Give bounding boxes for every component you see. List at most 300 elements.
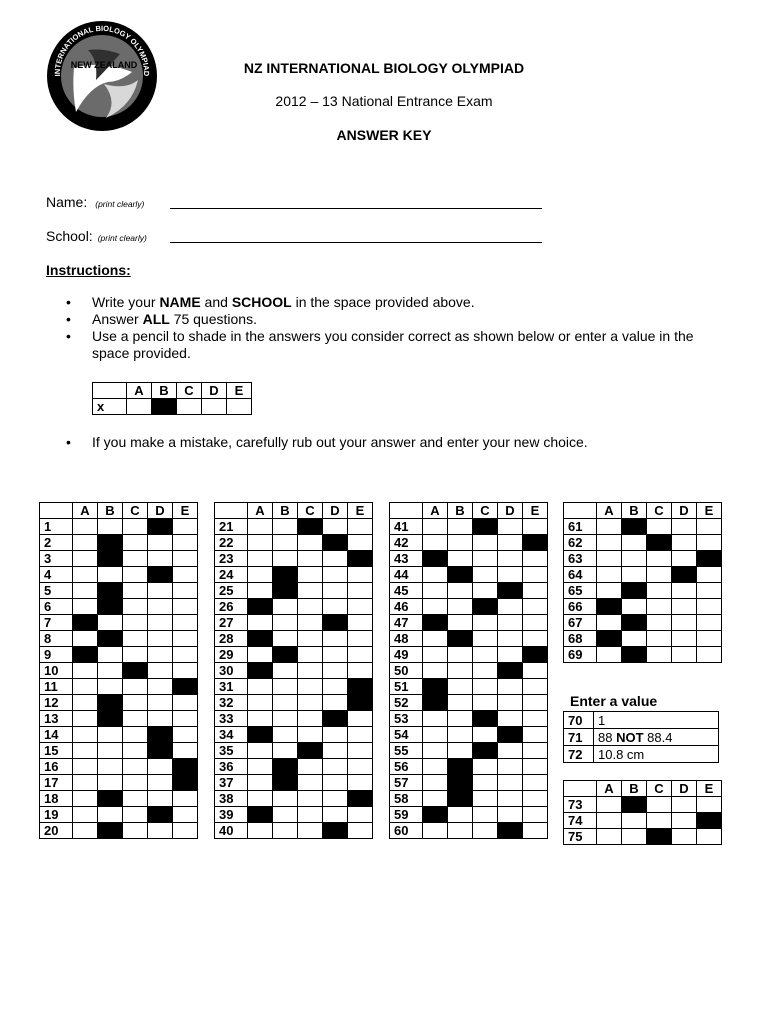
answer-bubble-b[interactable] — [448, 759, 473, 775]
answer-bubble-a[interactable] — [423, 823, 448, 839]
answer-bubble-d[interactable] — [148, 679, 173, 695]
answer-bubble-c[interactable] — [123, 599, 148, 615]
answer-bubble-d[interactable] — [148, 519, 173, 535]
answer-bubble-e[interactable] — [348, 727, 373, 743]
answer-bubble-d[interactable] — [323, 807, 348, 823]
answer-bubble-d[interactable] — [672, 599, 697, 615]
answer-bubble-d[interactable] — [498, 823, 523, 839]
answer-bubble-c[interactable] — [298, 759, 323, 775]
answer-bubble-d[interactable] — [323, 663, 348, 679]
answer-bubble-e[interactable] — [173, 759, 198, 775]
answer-bubble-a[interactable] — [423, 711, 448, 727]
answer-bubble-c[interactable] — [123, 791, 148, 807]
answer-bubble-a[interactable] — [423, 567, 448, 583]
answer-bubble-e[interactable] — [523, 807, 548, 823]
answer-bubble-d[interactable] — [323, 727, 348, 743]
answer-bubble-e[interactable] — [348, 695, 373, 711]
answer-bubble-b[interactable] — [448, 743, 473, 759]
answer-bubble-a[interactable] — [248, 807, 273, 823]
answer-bubble-b[interactable] — [98, 711, 123, 727]
answer-bubble-c[interactable] — [473, 775, 498, 791]
answer-bubble-c[interactable] — [473, 567, 498, 583]
answer-bubble-e[interactable] — [348, 823, 373, 839]
answer-bubble-c[interactable] — [298, 711, 323, 727]
answer-bubble-d[interactable] — [323, 759, 348, 775]
answer-bubble-b[interactable] — [448, 823, 473, 839]
answer-bubble-b[interactable] — [448, 551, 473, 567]
answer-bubble-c[interactable] — [298, 535, 323, 551]
answer-bubble-c[interactable] — [473, 519, 498, 535]
answer-bubble-d[interactable] — [148, 711, 173, 727]
answer-bubble-e[interactable] — [697, 535, 722, 551]
answer-bubble-b[interactable] — [98, 743, 123, 759]
answer-bubble-e[interactable] — [697, 567, 722, 583]
answer-bubble-c[interactable] — [473, 599, 498, 615]
answer-bubble-e[interactable] — [697, 647, 722, 663]
answer-bubble-b[interactable] — [98, 775, 123, 791]
answer-bubble-e[interactable] — [523, 599, 548, 615]
answer-bubble-a[interactable] — [597, 615, 622, 631]
answer-bubble-e[interactable] — [523, 743, 548, 759]
answer-bubble-d[interactable] — [148, 807, 173, 823]
answer-bubble-c[interactable] — [123, 695, 148, 711]
answer-bubble-a[interactable] — [423, 583, 448, 599]
answer-bubble-b[interactable] — [448, 535, 473, 551]
answer-bubble-b[interactable] — [273, 679, 298, 695]
answer-bubble-c[interactable] — [647, 519, 672, 535]
answer-bubble-d[interactable] — [498, 519, 523, 535]
answer-bubble-a[interactable] — [248, 775, 273, 791]
answer-bubble-a[interactable] — [73, 663, 98, 679]
answer-bubble-b[interactable] — [448, 519, 473, 535]
answer-bubble-c[interactable] — [647, 535, 672, 551]
answer-bubble-c[interactable] — [123, 551, 148, 567]
answer-bubble-a[interactable] — [248, 743, 273, 759]
answer-bubble-a[interactable] — [597, 551, 622, 567]
answer-bubble-e[interactable] — [348, 615, 373, 631]
answer-bubble-d[interactable] — [672, 813, 697, 829]
answer-bubble-b[interactable] — [622, 631, 647, 647]
answer-bubble-b[interactable] — [273, 695, 298, 711]
answer-bubble-d[interactable] — [498, 727, 523, 743]
answer-bubble-b[interactable] — [622, 535, 647, 551]
answer-bubble-b[interactable] — [98, 535, 123, 551]
answer-bubble-c[interactable] — [298, 807, 323, 823]
answer-bubble-a[interactable] — [597, 797, 622, 813]
answer-bubble-c[interactable] — [298, 743, 323, 759]
answer-bubble-a[interactable] — [73, 695, 98, 711]
answer-bubble-c[interactable] — [647, 551, 672, 567]
answer-bubble-a[interactable] — [73, 759, 98, 775]
answer-bubble-b[interactable] — [273, 519, 298, 535]
answer-bubble-b[interactable] — [448, 695, 473, 711]
answer-bubble-d[interactable] — [672, 647, 697, 663]
answer-bubble-b[interactable] — [273, 615, 298, 631]
answer-bubble-d[interactable] — [323, 823, 348, 839]
answer-bubble-c[interactable] — [123, 615, 148, 631]
answer-bubble-e[interactable] — [348, 791, 373, 807]
answer-bubble-d[interactable] — [498, 711, 523, 727]
answer-bubble-d[interactable] — [148, 743, 173, 759]
answer-bubble-d[interactable] — [323, 519, 348, 535]
answer-bubble-d[interactable] — [323, 615, 348, 631]
answer-bubble-c[interactable] — [473, 551, 498, 567]
answer-bubble-c[interactable] — [298, 727, 323, 743]
answer-bubble-e[interactable] — [348, 519, 373, 535]
answer-bubble-d[interactable] — [148, 695, 173, 711]
answer-bubble-c[interactable] — [473, 743, 498, 759]
answer-bubble-e[interactable] — [348, 631, 373, 647]
answer-bubble-d[interactable] — [498, 647, 523, 663]
answer-bubble-b[interactable] — [273, 807, 298, 823]
answer-bubble-a[interactable] — [423, 759, 448, 775]
answer-bubble-e[interactable] — [173, 583, 198, 599]
answer-bubble-d[interactable] — [323, 679, 348, 695]
answer-bubble-a[interactable] — [73, 567, 98, 583]
answer-bubble-a[interactable] — [597, 583, 622, 599]
answer-bubble-d[interactable] — [148, 551, 173, 567]
answer-bubble-a[interactable] — [248, 823, 273, 839]
answer-bubble-e[interactable] — [173, 807, 198, 823]
answer-bubble-e[interactable] — [173, 599, 198, 615]
answer-bubble-a[interactable] — [248, 567, 273, 583]
answer-bubble-c[interactable] — [123, 807, 148, 823]
answer-bubble-b[interactable] — [98, 791, 123, 807]
answer-bubble-e[interactable] — [523, 759, 548, 775]
answer-bubble-c[interactable] — [473, 807, 498, 823]
answer-bubble-b[interactable] — [448, 631, 473, 647]
answer-bubble-a[interactable] — [248, 631, 273, 647]
answer-bubble-d[interactable] — [498, 759, 523, 775]
answer-bubble-e[interactable] — [173, 631, 198, 647]
answer-bubble-c[interactable] — [298, 823, 323, 839]
answer-bubble-a[interactable] — [248, 599, 273, 615]
answer-bubble-c[interactable] — [647, 829, 672, 845]
answer-bubble-d[interactable] — [672, 551, 697, 567]
answer-bubble-b[interactable] — [448, 647, 473, 663]
answer-bubble-d[interactable] — [672, 829, 697, 845]
answer-bubble-d[interactable] — [148, 583, 173, 599]
answer-bubble-a[interactable] — [73, 727, 98, 743]
answer-bubble-d[interactable] — [672, 535, 697, 551]
answer-bubble-e[interactable] — [348, 647, 373, 663]
answer-bubble-a[interactable] — [73, 535, 98, 551]
answer-bubble-b[interactable] — [98, 759, 123, 775]
answer-bubble-a[interactable] — [248, 727, 273, 743]
answer-bubble-b[interactable] — [448, 615, 473, 631]
answer-bubble-b[interactable] — [273, 551, 298, 567]
answer-bubble-e[interactable] — [697, 813, 722, 829]
answer-bubble-a[interactable] — [423, 679, 448, 695]
answer-bubble-a[interactable] — [248, 791, 273, 807]
answer-bubble-d[interactable] — [323, 551, 348, 567]
answer-bubble-c[interactable] — [123, 583, 148, 599]
answer-bubble-a[interactable] — [248, 711, 273, 727]
answer-bubble-d[interactable] — [498, 535, 523, 551]
answer-bubble-e[interactable] — [523, 711, 548, 727]
answer-bubble-e[interactable] — [523, 663, 548, 679]
answer-bubble-a[interactable] — [73, 599, 98, 615]
answer-bubble-b[interactable] — [273, 567, 298, 583]
answer-bubble-a[interactable] — [423, 807, 448, 823]
answer-bubble-e[interactable] — [697, 615, 722, 631]
answer-bubble-a[interactable] — [248, 647, 273, 663]
answer-bubble-b[interactable] — [273, 663, 298, 679]
answer-bubble-d[interactable] — [148, 663, 173, 679]
answer-bubble-a[interactable] — [423, 663, 448, 679]
answer-bubble-b[interactable] — [622, 797, 647, 813]
answer-bubble-e[interactable] — [523, 551, 548, 567]
answer-bubble-d[interactable] — [498, 679, 523, 695]
answer-bubble-d[interactable] — [148, 823, 173, 839]
answer-bubble-b[interactable] — [448, 711, 473, 727]
answer-bubble-b[interactable] — [622, 599, 647, 615]
answer-bubble-a[interactable] — [73, 519, 98, 535]
answer-bubble-c[interactable] — [123, 663, 148, 679]
answer-bubble-a[interactable] — [597, 829, 622, 845]
answer-bubble-d[interactable] — [323, 711, 348, 727]
answer-bubble-a[interactable] — [248, 695, 273, 711]
answer-bubble-b[interactable] — [98, 583, 123, 599]
answer-bubble-d[interactable] — [323, 583, 348, 599]
answer-bubble-c[interactable] — [473, 727, 498, 743]
answer-bubble-a[interactable] — [248, 519, 273, 535]
answer-bubble-e[interactable] — [173, 679, 198, 695]
answer-bubble-b[interactable] — [622, 813, 647, 829]
answer-bubble-e[interactable] — [348, 743, 373, 759]
answer-bubble-d[interactable] — [148, 599, 173, 615]
name-field[interactable] — [46, 194, 144, 210]
answer-bubble-e[interactable] — [523, 791, 548, 807]
answer-bubble-e[interactable] — [523, 647, 548, 663]
answer-bubble-b[interactable] — [273, 583, 298, 599]
answer-bubble-e[interactable] — [173, 823, 198, 839]
answer-bubble-d[interactable] — [498, 615, 523, 631]
answer-bubble-c[interactable] — [473, 695, 498, 711]
answer-bubble-e[interactable] — [173, 743, 198, 759]
answer-bubble-c[interactable] — [647, 631, 672, 647]
answer-bubble-c[interactable] — [298, 663, 323, 679]
answer-bubble-c[interactable] — [647, 599, 672, 615]
answer-bubble-d[interactable] — [148, 535, 173, 551]
answer-bubble-b[interactable] — [273, 599, 298, 615]
answer-bubble-d[interactable] — [323, 647, 348, 663]
answer-bubble-a[interactable] — [423, 615, 448, 631]
answer-bubble-c[interactable] — [647, 567, 672, 583]
answer-bubble-e[interactable] — [523, 631, 548, 647]
answer-bubble-e[interactable] — [173, 519, 198, 535]
answer-bubble-a[interactable] — [423, 727, 448, 743]
answer-bubble-a[interactable] — [248, 551, 273, 567]
answer-bubble-e[interactable] — [523, 695, 548, 711]
answer-bubble-b[interactable] — [448, 727, 473, 743]
answer-bubble-e[interactable] — [173, 791, 198, 807]
answer-bubble-c[interactable] — [298, 519, 323, 535]
answer-bubble-b[interactable] — [622, 647, 647, 663]
answer-bubble-c[interactable] — [298, 647, 323, 663]
answer-bubble-a[interactable] — [73, 823, 98, 839]
answer-bubble-b[interactable] — [273, 631, 298, 647]
answer-bubble-d[interactable] — [148, 647, 173, 663]
answer-bubble-a[interactable] — [597, 599, 622, 615]
answer-bubble-c[interactable] — [298, 631, 323, 647]
answer-bubble-b[interactable] — [98, 519, 123, 535]
answer-bubble-c[interactable] — [123, 711, 148, 727]
name-line[interactable] — [170, 208, 542, 209]
answer-bubble-b[interactable] — [448, 663, 473, 679]
answer-bubble-c[interactable] — [473, 823, 498, 839]
answer-bubble-e[interactable] — [697, 829, 722, 845]
answer-bubble-b[interactable] — [98, 727, 123, 743]
answer-bubble-e[interactable] — [348, 599, 373, 615]
answer-bubble-e[interactable] — [348, 535, 373, 551]
answer-bubble-a[interactable] — [423, 519, 448, 535]
answer-bubble-d[interactable] — [672, 797, 697, 813]
answer-bubble-a[interactable] — [423, 631, 448, 647]
answer-bubble-c[interactable] — [123, 823, 148, 839]
answer-bubble-d[interactable] — [672, 583, 697, 599]
answer-bubble-d[interactable] — [498, 807, 523, 823]
school-line[interactable] — [170, 242, 542, 243]
answer-bubble-d[interactable] — [323, 599, 348, 615]
answer-bubble-a[interactable] — [73, 791, 98, 807]
answer-bubble-a[interactable] — [423, 599, 448, 615]
answer-bubble-a[interactable] — [423, 775, 448, 791]
answer-bubble-d[interactable] — [498, 631, 523, 647]
answer-bubble-c[interactable] — [473, 647, 498, 663]
answer-bubble-e[interactable] — [697, 519, 722, 535]
answer-bubble-e[interactable] — [697, 631, 722, 647]
answer-bubble-e[interactable] — [523, 775, 548, 791]
answer-bubble-a[interactable] — [73, 711, 98, 727]
answer-bubble-d[interactable] — [672, 631, 697, 647]
answer-bubble-e[interactable] — [523, 823, 548, 839]
answer-bubble-c[interactable] — [473, 711, 498, 727]
answer-bubble-a[interactable] — [248, 679, 273, 695]
answer-bubble-a[interactable] — [597, 519, 622, 535]
answer-bubble-a[interactable] — [248, 759, 273, 775]
answer-bubble-e[interactable] — [348, 759, 373, 775]
answer-bubble-d[interactable] — [148, 759, 173, 775]
answer-bubble-c[interactable] — [647, 583, 672, 599]
answer-bubble-c[interactable] — [647, 813, 672, 829]
answer-bubble-e[interactable] — [697, 599, 722, 615]
answer-bubble-b[interactable] — [448, 567, 473, 583]
answer-bubble-c[interactable] — [647, 647, 672, 663]
answer-bubble-e[interactable] — [348, 663, 373, 679]
answer-bubble-c[interactable] — [298, 551, 323, 567]
answer-bubble-b[interactable] — [273, 743, 298, 759]
answer-bubble-b[interactable] — [448, 807, 473, 823]
answer-bubble-a[interactable] — [73, 615, 98, 631]
answer-bubble-b[interactable] — [448, 583, 473, 599]
answer-bubble-c[interactable] — [298, 695, 323, 711]
answer-bubble-d[interactable] — [498, 551, 523, 567]
answer-bubble-a[interactable] — [248, 663, 273, 679]
answer-bubble-a[interactable] — [248, 615, 273, 631]
answer-bubble-e[interactable] — [173, 551, 198, 567]
answer-bubble-a[interactable] — [73, 807, 98, 823]
answer-bubble-a[interactable] — [73, 743, 98, 759]
answer-bubble-e[interactable] — [523, 519, 548, 535]
answer-bubble-e[interactable] — [523, 583, 548, 599]
answer-bubble-b[interactable] — [98, 679, 123, 695]
answer-bubble-a[interactable] — [73, 631, 98, 647]
answer-bubble-c[interactable] — [298, 615, 323, 631]
answer-bubble-e[interactable] — [348, 775, 373, 791]
answer-bubble-d[interactable] — [498, 567, 523, 583]
answer-bubble-c[interactable] — [473, 759, 498, 775]
school-field[interactable] — [46, 228, 147, 244]
answer-bubble-d[interactable] — [498, 775, 523, 791]
answer-bubble-b[interactable] — [98, 807, 123, 823]
answer-bubble-c[interactable] — [473, 679, 498, 695]
answer-bubble-d[interactable] — [498, 599, 523, 615]
answer-bubble-b[interactable] — [622, 567, 647, 583]
answer-bubble-b[interactable] — [273, 759, 298, 775]
answer-bubble-c[interactable] — [123, 743, 148, 759]
answer-bubble-b[interactable] — [98, 631, 123, 647]
answer-bubble-b[interactable] — [98, 599, 123, 615]
answer-bubble-a[interactable] — [73, 647, 98, 663]
answer-bubble-c[interactable] — [123, 519, 148, 535]
answer-bubble-b[interactable] — [448, 679, 473, 695]
answer-bubble-b[interactable] — [273, 711, 298, 727]
answer-bubble-d[interactable] — [323, 775, 348, 791]
answer-bubble-c[interactable] — [473, 535, 498, 551]
answer-bubble-e[interactable] — [348, 551, 373, 567]
answer-bubble-d[interactable] — [498, 695, 523, 711]
answer-bubble-c[interactable] — [123, 535, 148, 551]
answer-bubble-a[interactable] — [423, 743, 448, 759]
answer-bubble-b[interactable] — [622, 551, 647, 567]
answer-bubble-e[interactable] — [348, 679, 373, 695]
answer-bubble-d[interactable] — [148, 775, 173, 791]
answer-bubble-d[interactable] — [323, 695, 348, 711]
answer-bubble-a[interactable] — [248, 583, 273, 599]
answer-bubble-b[interactable] — [273, 647, 298, 663]
answer-bubble-c[interactable] — [473, 583, 498, 599]
answer-bubble-d[interactable] — [498, 791, 523, 807]
answer-bubble-b[interactable] — [98, 615, 123, 631]
answer-bubble-e[interactable] — [348, 807, 373, 823]
answer-bubble-e[interactable] — [348, 567, 373, 583]
answer-bubble-c[interactable] — [298, 679, 323, 695]
answer-bubble-c[interactable] — [123, 727, 148, 743]
answer-bubble-a[interactable] — [597, 813, 622, 829]
answer-bubble-d[interactable] — [148, 727, 173, 743]
answer-bubble-c[interactable] — [123, 631, 148, 647]
answer-bubble-b[interactable] — [98, 551, 123, 567]
answer-bubble-c[interactable] — [123, 647, 148, 663]
answer-bubble-e[interactable] — [523, 679, 548, 695]
answer-bubble-d[interactable] — [498, 583, 523, 599]
answer-bubble-c[interactable] — [647, 797, 672, 813]
answer-bubble-c[interactable] — [298, 567, 323, 583]
answer-bubble-b[interactable] — [622, 583, 647, 599]
answer-bubble-b[interactable] — [273, 727, 298, 743]
answer-bubble-e[interactable] — [173, 647, 198, 663]
answer-bubble-e[interactable] — [348, 583, 373, 599]
answer-bubble-b[interactable] — [273, 775, 298, 791]
answer-bubble-d[interactable] — [672, 615, 697, 631]
answer-bubble-a[interactable] — [423, 695, 448, 711]
answer-bubble-b[interactable] — [448, 775, 473, 791]
answer-bubble-a[interactable] — [597, 535, 622, 551]
answer-bubble-b[interactable] — [273, 823, 298, 839]
answer-bubble-c[interactable] — [123, 679, 148, 695]
answer-bubble-e[interactable] — [173, 663, 198, 679]
